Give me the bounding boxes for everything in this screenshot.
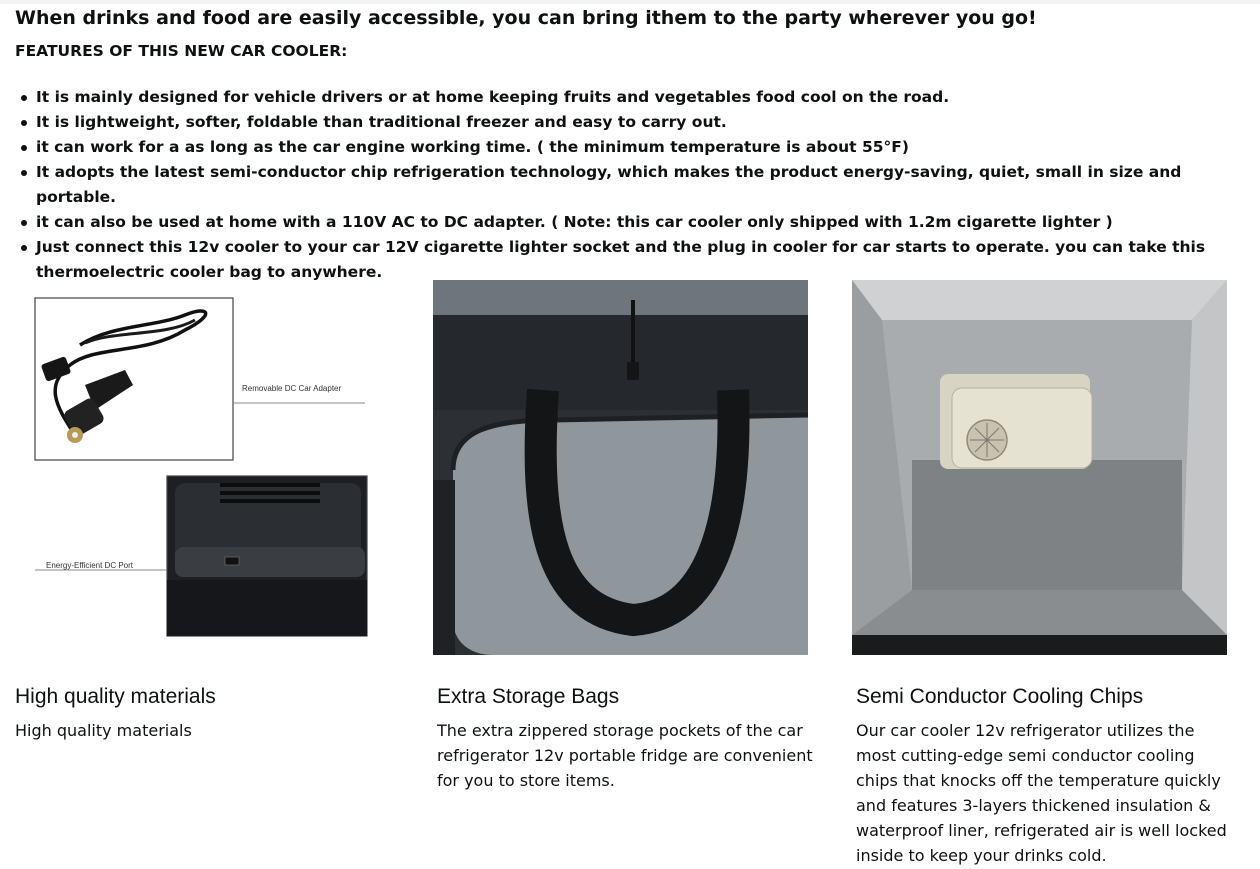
cooling-chip-image — [852, 280, 1227, 655]
port-label: Energy-Efficient DC Port — [46, 561, 133, 570]
column-title-materials: High quality materials — [15, 685, 216, 708]
feature-item: It adopts the latest semi-conductor chip refrigeration technology, which makes the product energy-saving, quiet, small in size and portable. — [36, 160, 1216, 210]
column-title-cooling: Semi Conductor Cooling Chips — [856, 685, 1144, 708]
adapter-port-image — [15, 285, 400, 655]
page-headline: When drinks and food are easily accessible, you can bring ithem to the party wherever you go! — [15, 7, 1037, 29]
storage-bag-image — [433, 280, 808, 655]
top-divider — [0, 0, 1260, 4]
features-list — [0, 85, 1216, 285]
column-title-storage: Extra Storage Bags — [437, 685, 620, 708]
column-text-cooling: Our car cooler 12v refrigerator utilizes the most cutting-edge semi conductor cooling chips that knocks off the temperature quickly and features 3-layers thickened insulation & waterproof liner, refrigerated air is well locked inside to keep your drinks cold. — [856, 721, 1227, 865]
feature-item: Just connect this 12v cooler to your car 12V cigarette lighter socket and the plug in cooler for car starts to operate. you can take this thermoelectric cooler bag to anywhere. — [36, 235, 1216, 285]
feature-item: it can work for a as long as the car engine working time. ( the minimum temperature is about 55°F) — [36, 135, 1216, 160]
column-text-materials: High quality materials — [15, 721, 192, 740]
feature-item: It is mainly designed for vehicle drivers or at home keeping fruits and vegetables food cool on the road. — [36, 85, 1216, 110]
feature-item: it can also be used at home with a 110V AC to DC adapter. ( Note: this car cooler only shipped with 1.2m cigarette lighter ) — [36, 210, 1216, 235]
adapter-label: Removable DC Car Adapter — [242, 384, 342, 393]
column-text-storage: The extra zippered storage pockets of the car refrigerator 12v portable fridge are convenient for you to store items. — [437, 721, 813, 790]
feature-item: It is lightweight, softer, foldable than traditional freezer and easy to carry out. — [36, 110, 1216, 135]
features-heading: FEATURES OF THIS NEW CAR COOLER: — [15, 42, 348, 60]
